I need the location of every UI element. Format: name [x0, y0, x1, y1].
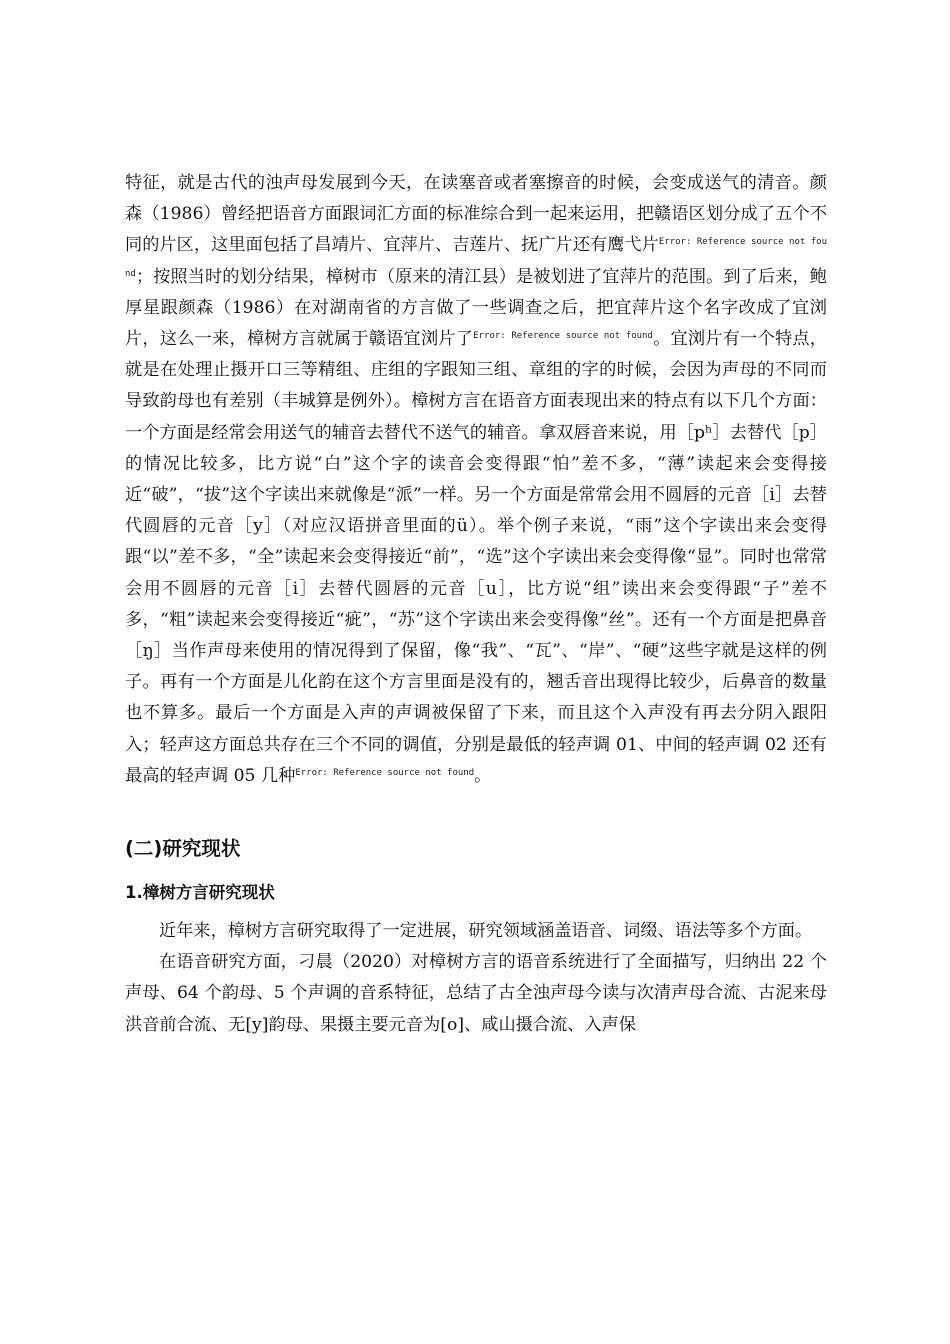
paragraph-text-4: 。	[474, 765, 492, 786]
reference-error-marker: Error: Reference source not found	[125, 237, 827, 279]
paragraph-text-1: 特征，就是古代的浊声母发展到今天，在读塞音或者塞擦音的时候，会变成送气的清音。颜森（1986）曾经把语音方面跟词汇方面的标准综合到一起来运用，把赣语区划分成了五个不同的片区，这里面包括了昌靖片、宜萍片、吉莲片、抚广片还有鹰弋片	[125, 173, 827, 256]
paragraph-text-2: ；按照当时的划分结果，樟树市（原来的清江县）是被划进了宜萍片的范围。到了后来，鲍厚星跟颜森（1986）在对湖南省的方言做了一些调查之后，把宜萍片这个名字改成了宜浏片，这么一来，樟树方言就属于赣语宜浏片了	[125, 266, 827, 350]
body-paragraph-phonetics: 在语音研究方面，刁晨（2020）对樟树方言的语音系统进行了全面描写，归纳出 22 个声母、64 个韵母、5 个声调的音系特征，总结了古全浊声母今读与次清声母合流、古泥来母洪音前合流、无[y]韵母、果摄主要元音为[o]、咸山摄合流、入声保	[125, 952, 827, 1035]
reference-error-marker: Error: Reference source not found	[295, 767, 475, 778]
reference-error-marker: Error: Reference source not found	[473, 331, 653, 342]
document-page	[125, 168, 827, 1041]
sub-heading: 1.樟树方言研究现状	[125, 883, 275, 903]
section-heading: (二)研究现状	[125, 837, 241, 861]
paragraph-text-3: 。宜浏片有一个特点，就是在处理止摄开口三等精组、庄组的字跟知三组、章组的字的时候，会因为声母的不同而导致韵母也有差别（丰城算是例外）。樟树方言在语音方面表现出来的特点有以下几个方面：一个方面是经常会用送气的辅音去替代不送气的辅音。拿双唇音来说，用［pʰ］去替代［p］的情况比较多，比方说“白”这个字的读音会变得跟“怕”差不多，“薄”读起来会变得接近“破”，“拔”这个字读出来就像是“派”一样。另一个方面是常常会用不圆唇的元音［i］去替代圆唇的元音［y］（对应汉语拼音里面的ü）。举个例子来说，“雨”这个字读出来会变得跟“以”差不多，“全”读起来会变得接近“前”，“选”这个字读出来会变得像“显”。同时也常常会用不圆唇的元音［i］去替代圆唇的元音［u］，比方说“组”读出来会变得跟“子”差不多，“粗”读起来会变得接近“疵”，“苏”这个字读出来会变得像“丝”。还有一个方面是把鼻音［ŋ］当作声母来使用的情况得到了保留，像“我”、“瓦”、“岸”、“硬”这些字就是这样的例子。再有一个方面是儿化韵在这个方言里面是没有的，翘舌音出现得比较少，后鼻音的数量也不算多。最后一个方面是入声的声调被保留了下来，而且这个入声没有再去分阴入跟阳入；轻声这方面总共存在三个不同的调值，分别是最低的轻声调 01、中间的轻声调 02 还有最高的轻声调 05 几种	[125, 329, 827, 786]
body-paragraph-dialect-features	[125, 168, 827, 792]
body-paragraph-intro: 近年来，樟树方言研究取得了一定进展，研究领域涵盖语音、词缀、语法等多个方面。	[159, 921, 813, 942]
